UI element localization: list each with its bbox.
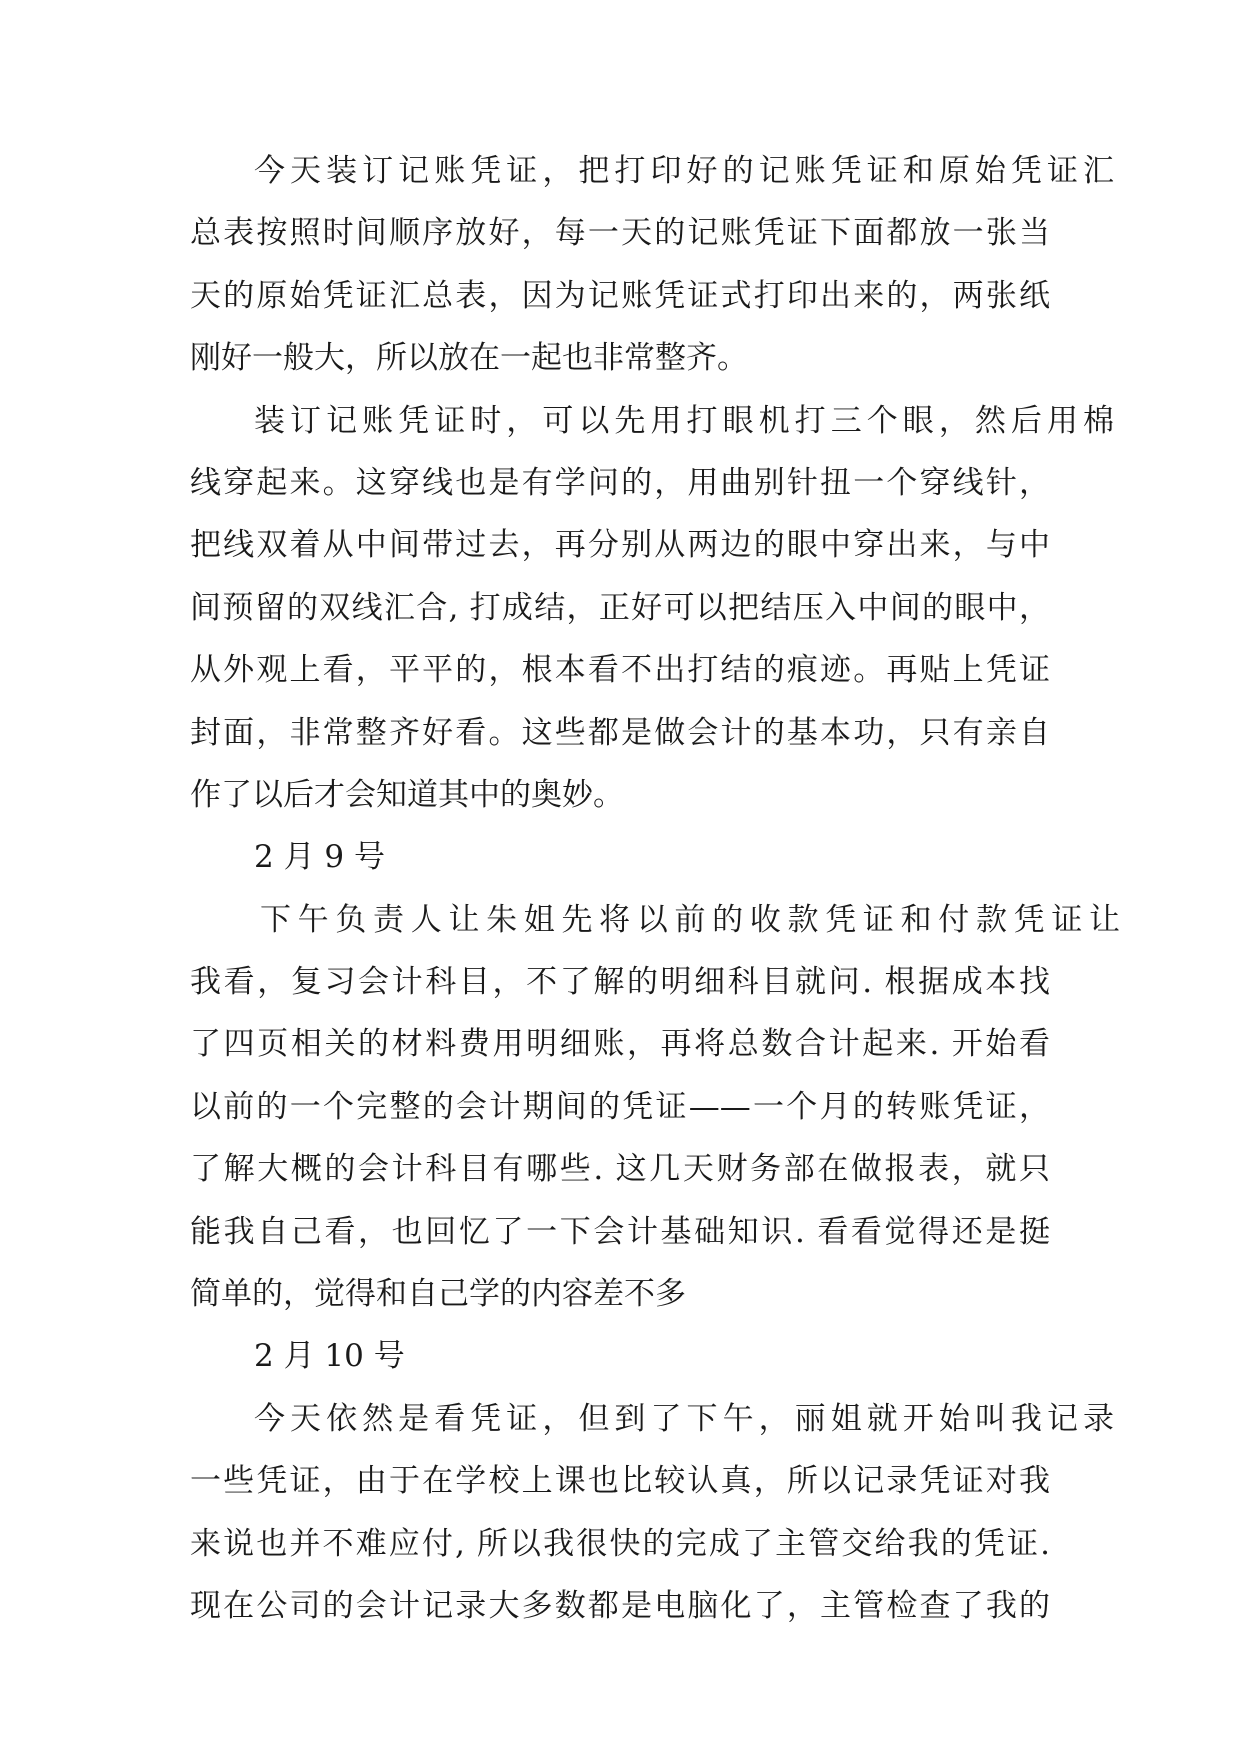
paragraph-line: 线穿起来。这穿线也是有学问的，用曲别针扭一个穿线针， <box>190 464 1050 501</box>
paragraph-line: 简单的，觉得和自己学的内容差不多 <box>190 1276 686 1313</box>
paragraph-line: 能我自己看，也回忆了一下会计基础知识. 看看觉得还是挺 <box>190 1213 1050 1250</box>
paragraph-line: 以前的一个完整的会计期间的凭证——一个月的转账凭证， <box>190 1088 1050 1125</box>
date-heading: 2 月 9 号 <box>254 839 386 876</box>
paragraph-line: 来说也并不难应付, 所以我很快的完成了主管交给我的凭证. <box>190 1525 1050 1562</box>
paragraph-line: 作了以后才会知道其中的奥妙。 <box>190 776 624 813</box>
paragraph-line: 天的原始凭证汇总表，因为记账凭证式打印出来的，两张纸 <box>190 277 1050 314</box>
paragraph-line: 下午负责人让朱姐先将以前的收款凭证和付款凭证让 <box>260 901 1120 938</box>
paragraph-line: 现在公司的会计记录大多数都是电脑化了，主管检查了我的 <box>190 1587 1050 1624</box>
paragraph-line: 封面，非常整齐好看。这些都是做会计的基本功，只有亲自 <box>190 714 1050 751</box>
paragraph-line: 了解大概的会计科目有哪些. 这几天财务部在做报表，就只 <box>190 1151 1050 1188</box>
paragraph-line: 总表按照时间顺序放好，每一天的记账凭证下面都放一张当 <box>190 215 1050 252</box>
paragraph-line: 从外观上看，平平的，根本看不出打结的痕迹。再贴上凭证 <box>190 652 1050 689</box>
paragraph-line: 装订记账凭证时，可以先用打眼机打三个眼，然后用棉 <box>254 402 1114 439</box>
paragraph-line: 了四页相关的材料费用明细账，再将总数合计起来. 开始看 <box>190 1026 1050 1063</box>
paragraph-line: 间预留的双线汇合, 打成结，正好可以把结压入中间的眼中， <box>190 589 1050 626</box>
paragraph-line: 把线双着从中间带过去，再分别从两边的眼中穿出来，与中 <box>190 527 1050 564</box>
paragraph-line: 今天装订记账凭证，把打印好的记账凭证和原始凭证汇 <box>254 153 1114 189</box>
document-body <box>190 140 1120 1637</box>
paragraph-line: 一些凭证，由于在学校上课也比较认真，所以记录凭证对我 <box>190 1463 1050 1500</box>
date-heading: 2 月 10 号 <box>254 1338 405 1375</box>
paragraph-line: 我看，复习会计科目，不了解的明细科目就问. 根据成本找 <box>190 964 1050 1001</box>
paragraph-line: 刚好一般大，所以放在一起也非常整齐。 <box>190 340 748 377</box>
paragraph-line: 今天依然是看凭证，但到了下午，丽姐就开始叫我记录 <box>254 1400 1114 1437</box>
